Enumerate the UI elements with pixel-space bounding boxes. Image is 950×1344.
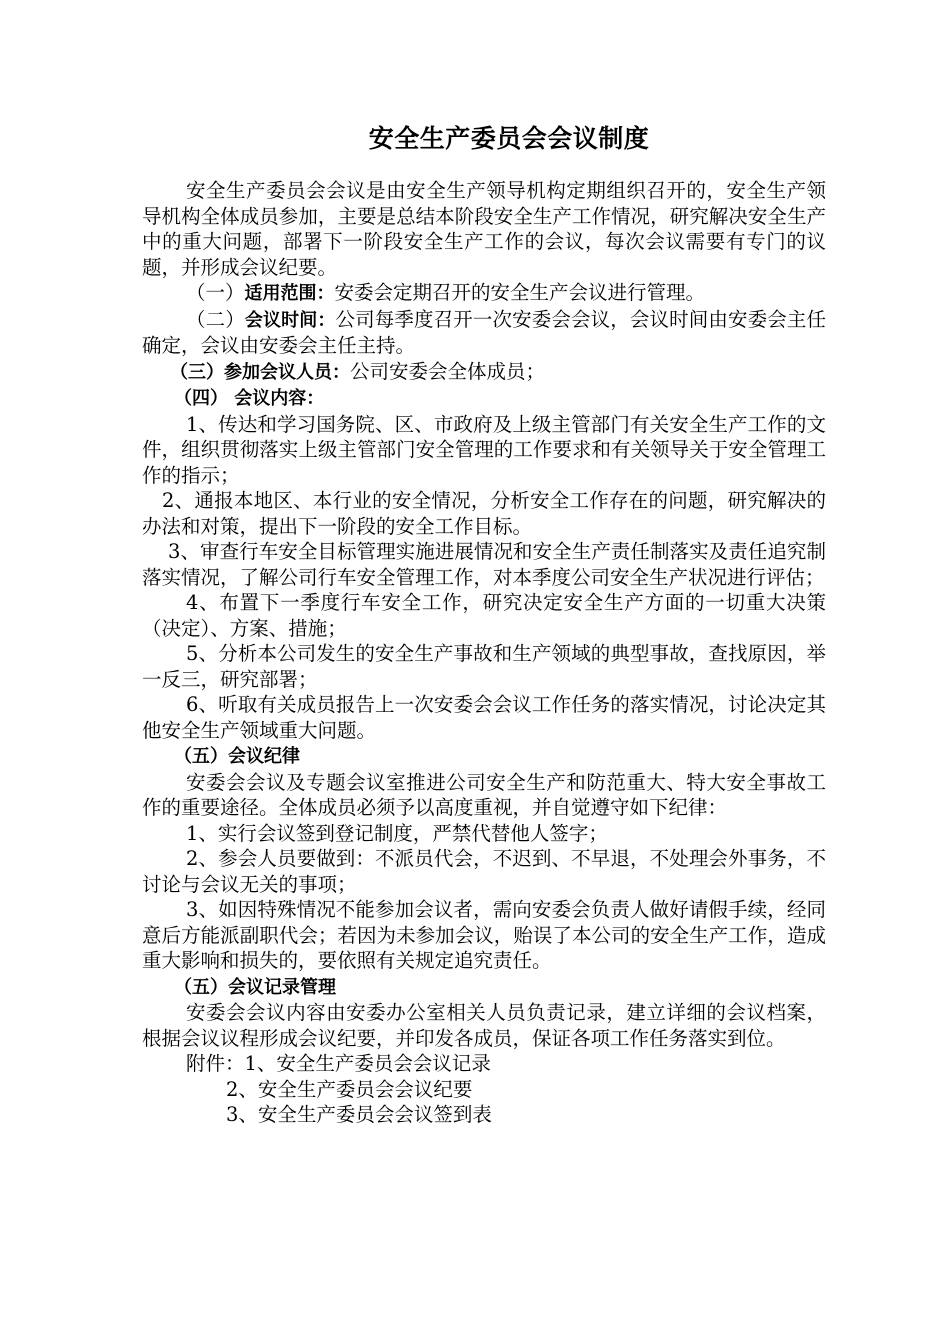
section-records-label: （五）会议记录管理 [174, 976, 336, 998]
section-attendees-label: （三）参加会议人员： [170, 361, 350, 383]
attachments-label: 附件： [186, 1052, 245, 1075]
section-records-heading [142, 974, 826, 1001]
content-item: 5、分析本公司发生的安全生产事故和生产领域的典型事故，查找原因，举一反三，研究部署； [142, 642, 826, 691]
content-item: 4、布置下一季度行车安全工作，研究决定安全生产方面的一切重大决策（决定）、方案、措施； [142, 591, 826, 640]
document-body [142, 178, 826, 1128]
attachment-item: 3、安全生产委员会会议签到表 [226, 1103, 492, 1126]
attachment-item: 2、安全生产委员会会议纪要 [226, 1077, 473, 1101]
section-scope-text: 安委会定期召开的安全生产会议进行管理。 [334, 281, 706, 304]
section-time-label: 会议时间： [244, 309, 336, 331]
section-attendees-text: 公司安委会全体成员； [350, 359, 546, 383]
attachments-line [142, 1051, 826, 1077]
intro-paragraph: 安全生产委员会会议是由安全生产领导机构定期组织召开的，安全生产领导机构全体成员参加，主要是总结本阶段安全生产工作情况，研究解决安全生产中的重大问题，部署下一阶段安全生产工作的会议，每次会议需要有专门的议题，并形成会议纪要。 [142, 179, 826, 279]
section-discipline-heading [142, 743, 826, 770]
records-paragraph: 安委会会议内容由安委办公室相关人员负责记录，建立详细的会议档案，根据会议议程形成会议纪要，并印发各成员，保证各项工作任务落实到位。 [142, 1001, 826, 1050]
content-item: 2、通报本地区、本行业的安全情况，分析安全工作存在的问题，研究解决的办法和对策，提出下一阶段的安全工作目标。 [142, 489, 826, 538]
discipline-item: 1、实行会议签到登记制度，严禁代替他人签字； [186, 821, 608, 845]
section-content-label: （四） 会议内容： [174, 388, 325, 409]
discipline-intro: 安委会会议及专题会议室推进公司安全生产和防范重大、特大安全事故工作的重要途径。全体成员必须予以高度重视，并自觉遵守如下纪律： [142, 770, 826, 819]
discipline-item: 3、如因特殊情况不能参加会议者，需向安委会负责人做好请假手续，经同意后方能派副职代会；若因为未参加会议，贻误了本公司的安全生产工作，造成重大影响和损失的，要依照有关规定追究责任。 [142, 898, 826, 972]
attachment-item: 1、安全生产委员会会议记录 [244, 1052, 491, 1075]
content-item: 1、传达和学习国务院、区、市政府及上级主管部门有关安全生产工作的文件，组织贯彻落实上级主管部门安全管理的工作要求和有关领导关于安全管理工作的指示； [142, 412, 826, 487]
content-item: 6、听取有关成员报告上一次安委会会议工作任务的落实情况，讨论决定其他安全生产领域重大问题。 [142, 693, 826, 742]
section-time-prefix: （二） [186, 307, 245, 331]
section-content-heading [142, 385, 826, 412]
section-scope-label: 适用范围： [244, 283, 335, 304]
section-scope [142, 280, 826, 307]
section-time [142, 307, 826, 359]
section-time-text: 公司每季度召开一次安委会会议，会议时间由安委会主任确定，会议由安委会主任主持。 [142, 307, 826, 357]
discipline-item: 2、参会人员要做到：不派员代会，不迟到、不早退，不处理会外事务，不讨论与会议无关的事项； [142, 847, 826, 896]
section-discipline-label: （五）会议纪律 [174, 746, 300, 767]
section-scope-prefix: （一） [186, 281, 245, 304]
document-title: 安全生产委员会会议制度 [368, 124, 650, 153]
section-attendees [142, 359, 826, 386]
content-item: 3、审查行车安全目标管理实施进展情况和安全生产责任制落实及责任追究制落实情况，了解公司行车安全管理工作，对本季度公司安全生产状况进行评估； [142, 540, 826, 589]
